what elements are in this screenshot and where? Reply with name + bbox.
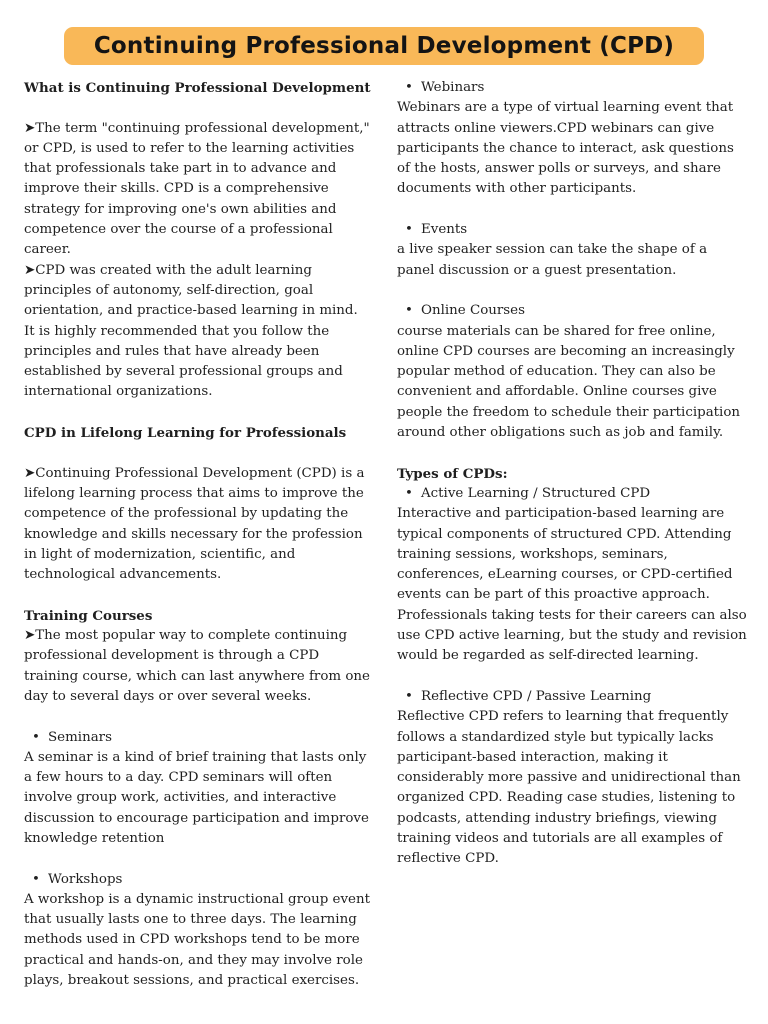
bullet-label: Workshops — [48, 871, 123, 887]
paragraph-online-courses: course materials can be shared for free online, online CPD courses are becoming an increasingly popular method of education. They can also be convenient and affordable. Online courses give people the freedom to schedule their participation around other obligations such as job and family. — [397, 323, 741, 441]
bullet-label: Events — [421, 222, 468, 238]
heading-training-courses: Training Courses — [24, 607, 153, 624]
bullet-dot-icon: • — [32, 871, 40, 887]
paragraph-active-learning: Interactive and participation-based learning are typical components of structured CPD. Attending training sessions, workshops, seminars, conferences, eLearning courses, or CPD-certified events can be part of this proactive approach. Professionals taking tests for their careers can also use CPD active learning, but the study and revision would be regarded as self-directed learning. — [397, 506, 747, 664]
bullet-label: Active Learning / Structured CPD — [421, 485, 651, 501]
bullet-label: Online Courses — [421, 303, 525, 319]
paragraph-created: ➤CPD was created with the adult learning principles of autonomy, self-direction, goal orientation, and practice-based learning in mind. It is highly recommended that you follow the principles and rules that have already been established by several professional groups and international organizations. — [24, 262, 358, 400]
bullet-dot-icon: • — [405, 688, 413, 704]
bullet-dot-icon: • — [405, 485, 413, 501]
bullet-seminars — [24, 728, 372, 748]
heading-what-is-cpd: What is Continuing Professional Development — [24, 80, 371, 96]
title-banner — [64, 27, 704, 65]
paragraph-seminars: A seminar is a kind of brief training that lasts only a few hours to a day. CPD seminars will often involve group work, activities, and interactive discussion to encourage participation and improve knowledge retention — [24, 749, 369, 846]
paragraph-webinars: Webinars are a type of virtual learning event that attracts online viewers.CPD webinars can give participants the chance to interact, ask questions of the hosts, answer polls or surveys, and share documents with other participants. — [397, 100, 734, 197]
heading-lifelong: CPD in Lifelong Learning for Professionals — [24, 425, 347, 442]
heading-types-of-cpds: Types of CPDs: — [397, 465, 508, 482]
bullet-dot-icon: • — [405, 80, 413, 95]
paragraph-workshops: A workshop is a dynamic instructional group event that usually lasts one to three days. The learning methods used in CPD workshops tend to be more practical and hands-on, and they may involve role plays, breakout sessions, and practical exercises. — [24, 891, 370, 989]
paragraph-reflective-cpd: Reflective CPD refers to learning that frequently follows a standardized style but typically lacks participant-based interaction, making it considerably more passive and unidirectional than organized CPD. Reading case studies, listening to podcasts, attending industry briefings, viewing training videos and tutorials are all examples of reflective CPD. — [397, 709, 741, 867]
bullet-online-courses — [397, 301, 747, 321]
left-column — [24, 78, 372, 991]
paragraph-training: ➤The most popular way to complete continuing professional development is through a CPD training course, which can last anywhere from one day to several days or over several weeks. — [24, 628, 370, 704]
bullet-label: Seminars — [48, 729, 112, 745]
paragraph-lifelong: ➤Continuing Professional Development (CPD) is a lifelong learning process that aims to improve the competence of the professional by updating the knowledge and skills necessary for the profession in light of modernization, scientific, and technological advancements. — [24, 465, 365, 583]
bullet-events — [397, 220, 747, 240]
paragraph-events: a live speaker session can take the shape of a panel discussion or a guest presentation. — [397, 242, 708, 278]
bullet-dot-icon: • — [32, 729, 40, 745]
bullet-label: Reflective CPD / Passive Learning — [421, 688, 652, 704]
bullet-webinars — [397, 78, 747, 98]
page-title: Continuing Professional Development (CPD) — [93, 33, 675, 59]
bullet-label: Webinars — [421, 80, 485, 95]
bullet-reflective-cpd — [397, 687, 747, 707]
bullet-active-learning — [397, 484, 747, 504]
bullet-workshops — [24, 870, 372, 890]
right-column — [397, 78, 747, 870]
paragraph-term: ➤The term "continuing professional development," or CPD, is used to refer to the learning activities that professionals take part in to advance and improve their skills. CPD is a comprehensive strategy for improving one's own abilities and competence over the course of a professional career. — [24, 120, 370, 258]
bullet-dot-icon: • — [405, 222, 413, 238]
bullet-dot-icon: • — [405, 303, 413, 319]
